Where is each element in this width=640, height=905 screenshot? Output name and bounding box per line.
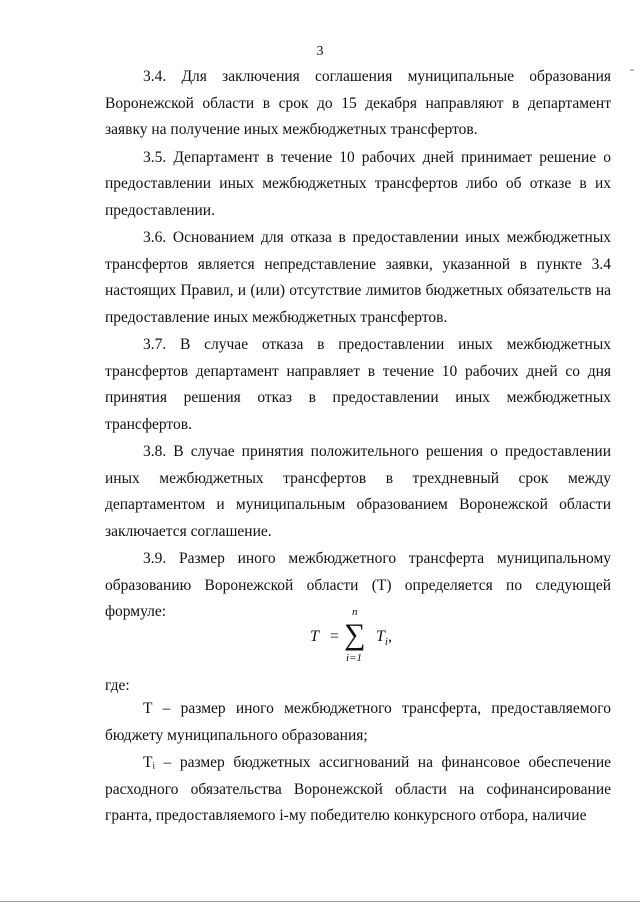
sum-formula xyxy=(310,606,420,668)
definition-ti: Tᵢ – размер бюджетных ассигнований на финансовое обеспечение расходного обязательства Воронежской области на софинансирование гранта, предоставляемого i-му победителю конкурсного отбора, наличие xyxy=(105,754,611,824)
paragraph-3-9: 3.9. Размер иного межбюджетного трансферта муниципальному образованию Воронежской области (Т) определяется по следующей формуле: xyxy=(105,550,611,620)
paragraph-3-7: 3.7. В случае отказа в предоставлении иных межбюджетных трансфертов департамент направляет в течение 10 рабочих дней со дня принятия решения отказ в предоставлении иных межбюджетных трансфертов. xyxy=(105,336,611,433)
paragraph-3-5: 3.5. Департамент в течение 10 рабочих дней принимает решение о предоставлении иных межбюджетных трансфертов либо об отказе в их предоставлении. xyxy=(105,148,611,219)
bottom-rule xyxy=(0,901,640,902)
body-text xyxy=(105,64,611,626)
paragraph-3-4: 3.4. Для заключения соглашения муниципальные образования Воронежской области в срок до 15 декабря направляют в департамент заявку на получение иных межбюджетных трансфертов. xyxy=(105,68,611,138)
where-label: где: xyxy=(105,677,130,694)
formula-term xyxy=(376,628,392,648)
formula-lhs: T xyxy=(310,628,319,645)
definitions xyxy=(105,696,611,830)
formula-trailing: , xyxy=(387,628,392,645)
formula-equals: = xyxy=(330,628,340,645)
formula-term-subscript: i xyxy=(384,636,388,649)
definition-t: Т – размер иного межбюджетного трансферта, предоставляемого бюджету муниципального образования; xyxy=(105,700,611,744)
formula-lower-limit: i=1 xyxy=(346,652,362,664)
paragraph-3-6: 3.6. Основанием для отказа в предоставлении иных межбюджетных трансфертов является непредставление заявки, указанной в пункте 3.4 настоящих Правил, и (или) отсутствие лимитов бюджетных обязательств на предоставление иных межбюджетных трансфертов. xyxy=(105,229,611,326)
paragraph-3-8: 3.8. В случае принятия положительного решения о предоставлении иных межбюджетных трансфертов в трехдневный срок между департаментом и муниципальным образованием Воронежской области заключается соглашение. xyxy=(105,443,611,540)
formula-upper-limit: n xyxy=(352,606,358,618)
formula-term-base: T xyxy=(376,628,385,645)
sigma-symbol: ∑ xyxy=(344,618,366,651)
stray-mark: - xyxy=(630,62,634,76)
page-number: 3 xyxy=(316,44,324,59)
